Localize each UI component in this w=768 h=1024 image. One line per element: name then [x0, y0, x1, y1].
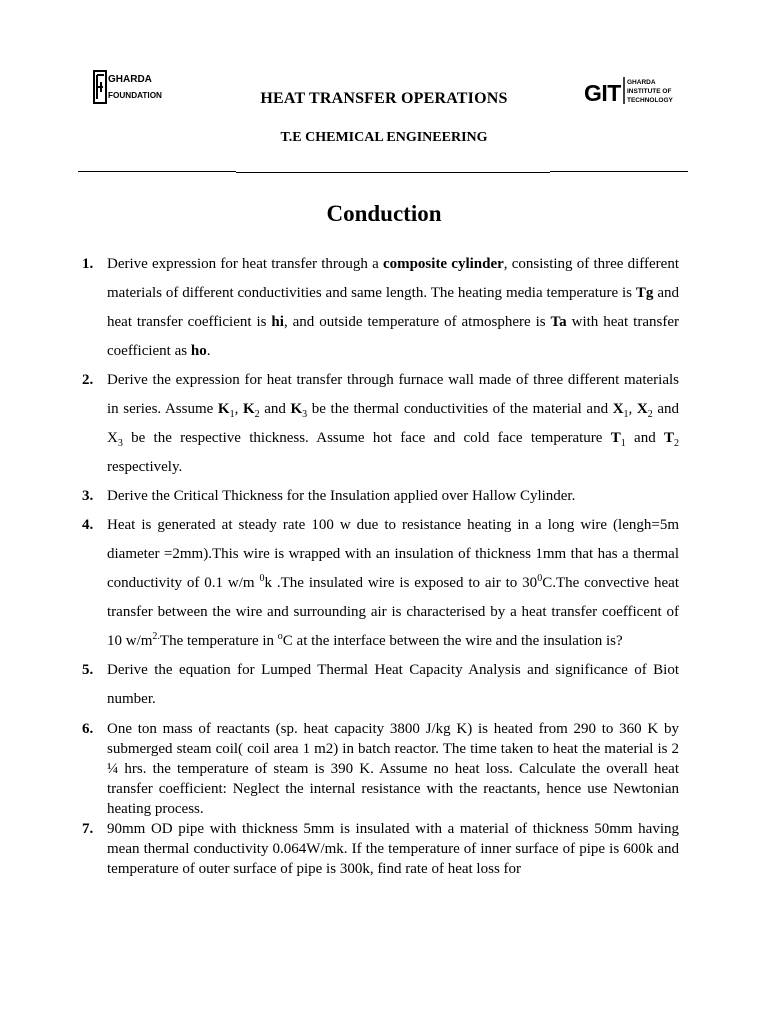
question-number: 5. [82, 662, 94, 678]
question-text: One ton mass of reactants (sp. heat capacity 3800 J/kg K) is heated from 290 to 360 K by submerged steam coil( coil area 1 m2) in batch reactor. The time taken to heat the material is 2 ¼ hrs. the temperature of steam is 390 K. Assume no heat loss. Calculate the overall heat transfer coefficient: Neglect the internal resistance with the reactants, hence use Newtonian heating process. [107, 721, 679, 817]
question-number: 7. [82, 821, 94, 837]
svg-text:GHARDA: GHARDA [627, 79, 656, 86]
question-number: 6. [82, 721, 94, 737]
question-text: Derive the equation for Lumped Thermal Heat Capacity Analysis and significance of Biot number. [107, 662, 679, 707]
logo-line-2: FOUNDATION [108, 91, 162, 100]
question-item: 1. Derive expression for heat transfer through a composite cylinder, consisting of three different materials of different conductivities and same length. The heating media temperature is Tg and heat transfer coefficient is hi, and outside temperature of atmosphere is Ta with heat transfer coefficient as ho. [82, 250, 679, 366]
question-item [82, 656, 679, 714]
svg-text:INSTITUTE OF: INSTITUTE OF [627, 88, 672, 95]
header-rule-middle [236, 172, 550, 173]
question-list [82, 250, 679, 879]
question-item: 2. Derive the expression for heat transfer through furnace wall made of three different materials in series. Assume $K_1$, $K_2$ and $K_3$ be the thermal conductivities of the material and $X_1$, $X_2$ and $X_3$ be the respective thickness. Assume hot face and cold face temperature $T_1$ and $T_2$ respectively. [82, 366, 679, 482]
question-item [82, 482, 679, 511]
question-number: 1. [82, 256, 94, 272]
question-item [82, 819, 679, 879]
header-rule-right [550, 171, 688, 172]
question-item [82, 719, 679, 819]
question-text: Derive the Critical Thickness for the Insulation applied over Hallow Cylinder. [107, 488, 576, 504]
git-logo-mark: GIT [584, 80, 621, 106]
question-number: 4. [82, 517, 94, 533]
header-rule-left [78, 171, 236, 172]
course-subtitle: T.E CHEMICAL ENGINEERING [280, 130, 488, 145]
course-title: HEAT TRANSFER OPERATIONS [260, 90, 508, 107]
question-number: 3. [82, 488, 94, 504]
question-text: 90mm OD pipe with thickness 5mm is insulated with a material of thickness 50mm having mean thermal conductivity 0.064W/mk. If the temperature of inner surface of pipe is 600k and temperature of outer surface of pipe is 300k, find rate of heat loss for [107, 821, 679, 877]
question-item: 4. Heat is generated at steady rate 100 w due to resistance heating in a long wire (lengh=5m diameter =2mm).This wire is wrapped with an insulation of thickness 1mm that has a thermal conductivity of 0.1 w/m $^0$k .The insulated wire is exposed to air to $30^0C.The$ convective heat transfer between the wire and surrounding air is characterised by a heat transfer coefficent of 10 $w/m^{2.}The$ temperature in $^o$C at the interface between the wire and the insulation is? [82, 511, 679, 656]
question-number: 2. [82, 372, 94, 388]
document-title: Conduction [326, 201, 442, 226]
logo-line-1: GHARDA [108, 74, 152, 85]
svg-text:TECHNOLOGY: TECHNOLOGY [627, 97, 673, 104]
